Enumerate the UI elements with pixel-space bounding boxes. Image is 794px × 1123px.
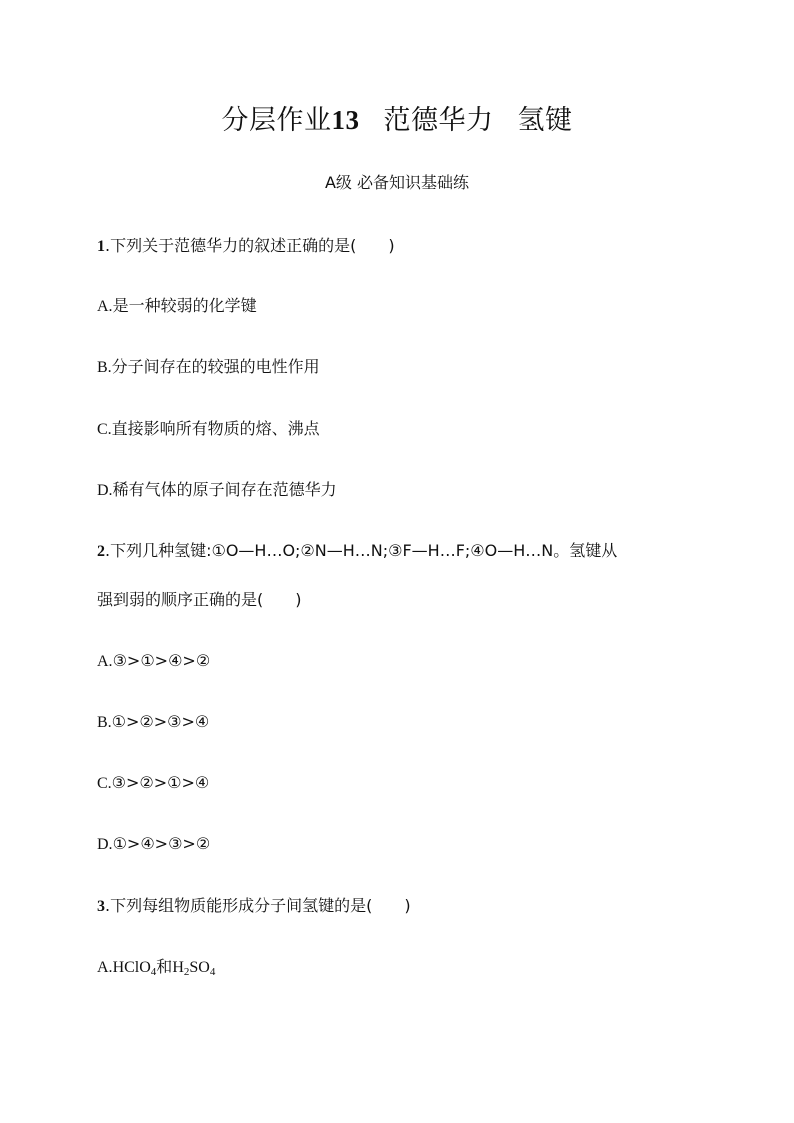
option-letter: B. xyxy=(97,359,112,376)
question-2-option-b xyxy=(97,710,209,735)
question-2-option-a xyxy=(97,649,210,674)
section-subtitle: A级 必备知识基础练 xyxy=(324,173,470,192)
option-text: ①>②>③>④ xyxy=(111,712,210,731)
option-text: ③>②>①>④ xyxy=(111,773,210,792)
title-topic-van-der-waals: 范德华力 xyxy=(383,105,494,136)
option-letter: A. xyxy=(97,653,113,670)
title-prefix: 分层作业 xyxy=(221,105,332,136)
question-2-stem-line-1 xyxy=(97,539,617,564)
option-text: 是一种较弱的化学键 xyxy=(112,296,257,315)
option-letter: A. xyxy=(97,959,113,976)
option-text: ③>①>④>② xyxy=(112,651,211,670)
question-number: 2 xyxy=(97,543,105,560)
question-2-option-d xyxy=(97,832,210,857)
question-1-option-d xyxy=(97,478,337,503)
option-letter: D. xyxy=(97,836,113,853)
option-letter: C. xyxy=(97,421,112,438)
title-number: 13 xyxy=(331,105,360,135)
option-joiner: 和 xyxy=(156,957,173,976)
question-number: 3 xyxy=(97,898,105,915)
question-3-option-a xyxy=(97,955,215,980)
question-1-stem xyxy=(97,234,395,259)
question-number: 1 xyxy=(97,238,105,255)
question-3-stem xyxy=(97,894,411,919)
question-1-option-b xyxy=(97,355,320,380)
option-text: 稀有气体的原子间存在范德华力 xyxy=(112,480,337,499)
option-text: ①>④>③>② xyxy=(112,834,211,853)
option-letter: B. xyxy=(97,714,112,731)
page-title xyxy=(0,100,794,141)
option-letter: C. xyxy=(97,775,112,792)
formula-h2so4: $H_2SO_4$ xyxy=(172,959,216,978)
question-1-option-a xyxy=(97,294,257,319)
option-letter: D. xyxy=(97,482,113,499)
question-2-stem-line-2: 强到弱的顺序正确的是( ) xyxy=(97,590,302,609)
question-text: .下列每组物质能形成分子间氢键的是( ) xyxy=(105,896,411,915)
option-text: 直接影响所有物质的熔、沸点 xyxy=(111,419,320,438)
question-1-option-c xyxy=(97,417,320,442)
question-text: .下列关于范德华力的叙述正确的是( ) xyxy=(105,236,395,255)
option-letter: A. xyxy=(97,298,113,315)
formula-hclo4: HClO$_4$ xyxy=(112,959,157,978)
question-text: .下列几种氢键:①O—H…O;②N—H…N;③F—H…F;④O—H…N。氢键从 xyxy=(105,541,618,560)
question-2-option-c xyxy=(97,771,209,796)
option-text: 分子间存在的较强的电性作用 xyxy=(111,357,320,376)
title-topic-hydrogen-bond: 氢键 xyxy=(517,105,573,136)
